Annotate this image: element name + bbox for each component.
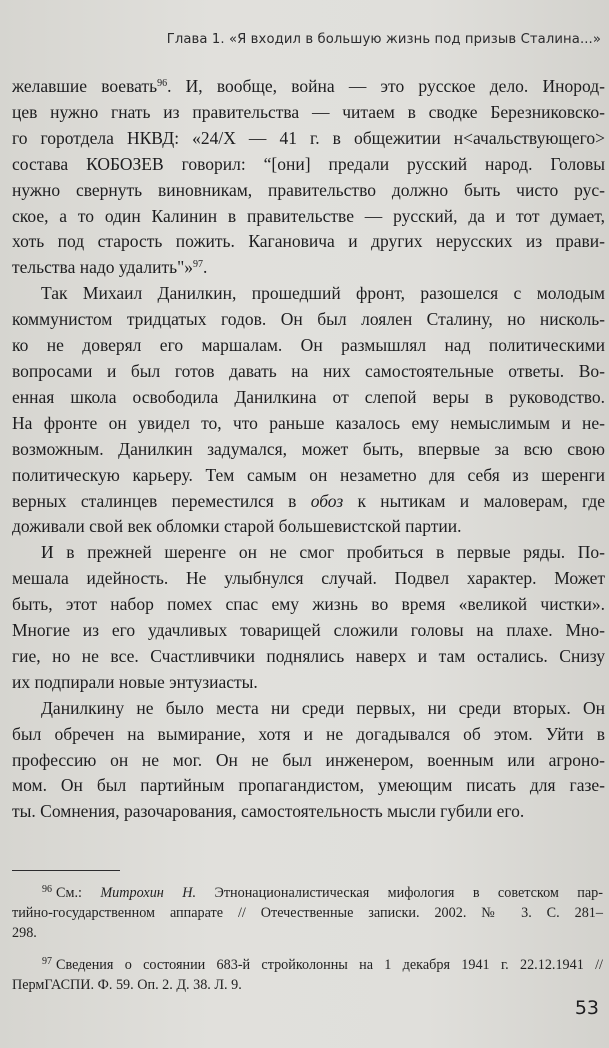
text-line: енная школа освободила Данилкина от слепой веры в руководство. bbox=[12, 386, 605, 407]
text-line: вопросами и был готов давать на них самостоятельные ответы. Во- bbox=[12, 360, 605, 381]
footnote-number: 96 bbox=[42, 884, 52, 895]
page-number: 53 bbox=[574, 997, 599, 1019]
footnote-line: ПермГАСПИ. Ф. 59. Оп. 2. Д. 38. Л. 9. bbox=[12, 977, 242, 993]
paragraph bbox=[12, 74, 605, 281]
paragraph bbox=[12, 540, 605, 695]
text-line: мешала идейность. Не улыбнулся случай. Подвел характер. Может bbox=[12, 568, 605, 589]
footnotes bbox=[12, 880, 603, 995]
footnote-number: 97 bbox=[42, 956, 52, 967]
text-line: И в прежней шеренге он не смог пробиться в первые ряды. По- bbox=[41, 542, 605, 563]
text-line: желавшие воевать$^{96}$. И, вообще, война — это русское дело. Инород- bbox=[12, 76, 605, 96]
text-line: коммунистом тридцатых годов. Он был лоялен Сталину, но нисколь- bbox=[12, 309, 605, 330]
text-line: был обречен на вымирание, хотя и не догадывался об этом. Уйти в bbox=[12, 723, 605, 744]
text-line: доживали свой век обломки старой большевистской партии. bbox=[12, 516, 462, 537]
footnote-divider bbox=[12, 870, 120, 871]
text-line: их подпирали новые энтузиасты. bbox=[12, 671, 258, 692]
text-line: состава КОБОЗЕВ говорил: “[они] предали русский народ. Головы bbox=[12, 153, 605, 174]
text-line: гие, но не все. Счастливчики поднялись наверх и там остались. Снизу bbox=[12, 645, 605, 666]
text-line: ты. Сомнения, разочарования, самостоятельность мысли губили его. bbox=[12, 801, 525, 822]
footnote-gap bbox=[12, 943, 603, 952]
emphasis: обоз bbox=[310, 490, 344, 511]
text-line: Так Михаил Данилкин, прошедший фронт, разошелся с молодым bbox=[41, 283, 605, 304]
text-line: Данилкину не было места ни среди первых, ни среди вторых. Он bbox=[41, 697, 605, 718]
emphasis: Митрохин Н. bbox=[100, 885, 197, 901]
text-line: профессию он не мог. Он не был инженером, военным или агроно- bbox=[12, 749, 605, 770]
text-line: го горотдела НКВД: «24/X — 41 г. в общежитии н<ачальствующего> bbox=[12, 127, 605, 148]
text-line: На фронте он увидел то, что раньше казалось ему немыслимым и не- bbox=[12, 412, 605, 433]
footnote-line: тийно-государственном аппарате // Отечественные записки. 2002. № 3. С. 281– bbox=[12, 905, 603, 921]
text-line: Многие из его удачливых товарищей сложили головы на плахе. Мно- bbox=[12, 620, 605, 641]
body-text bbox=[12, 74, 605, 825]
paragraph bbox=[12, 281, 605, 540]
text-line: политическую карьеру. Тем самым он незаметно для себя из шеренги bbox=[12, 464, 605, 485]
footnote-96 bbox=[12, 880, 603, 943]
text-line: верных сталинцев переместился в обоз к нытикам и маловерам, где bbox=[12, 490, 606, 511]
text-line: быть, этот набор помех спас ему жизнь во время «великой чистки». bbox=[12, 594, 605, 615]
running-head: Глава 1. «Я входил в большую жизнь под призыв Сталина...» bbox=[166, 32, 601, 47]
text-line: тельства надо удалить"»$^{97}$. bbox=[12, 257, 208, 278]
paragraph bbox=[12, 696, 605, 826]
text-line: ко не доверял его маршалам. Он размышлял над политическими bbox=[12, 335, 605, 356]
text-line: нужно свернуть виновникам, правительство должно быть чисто рус- bbox=[12, 179, 605, 200]
footnote-line: 298. bbox=[12, 925, 37, 941]
footnote-97 bbox=[12, 952, 603, 995]
text-line: цев нужно гнать из правительства — читаем в сводке Березниковско- bbox=[12, 101, 605, 122]
text-line: хоть под старость пожить. Кагановича и других нерусских из прави- bbox=[12, 231, 605, 252]
footnote-line: $^{97}$ Сведения о состоянии 683-й стройколонны на 1 декабря 1941 г. 22.12.1941 // bbox=[42, 956, 603, 973]
footnote-ref[interactable]: 97 bbox=[192, 259, 203, 271]
footnote-line: $^{96}$ См.: Митрохин Н. Этнонационалистическая мифология в советском пар- bbox=[42, 884, 603, 901]
text-line: мом. Он был партийным пропагандистом, умеющим писать для газе- bbox=[12, 775, 605, 796]
text-line: ское, а то один Калинин в правительстве — русский, да и тот думает, bbox=[12, 205, 605, 226]
footnote-ref[interactable]: 96 bbox=[157, 78, 168, 89]
text-line: возможным. Данилкин задумался, может быть, впервые за всю свою bbox=[12, 438, 605, 459]
